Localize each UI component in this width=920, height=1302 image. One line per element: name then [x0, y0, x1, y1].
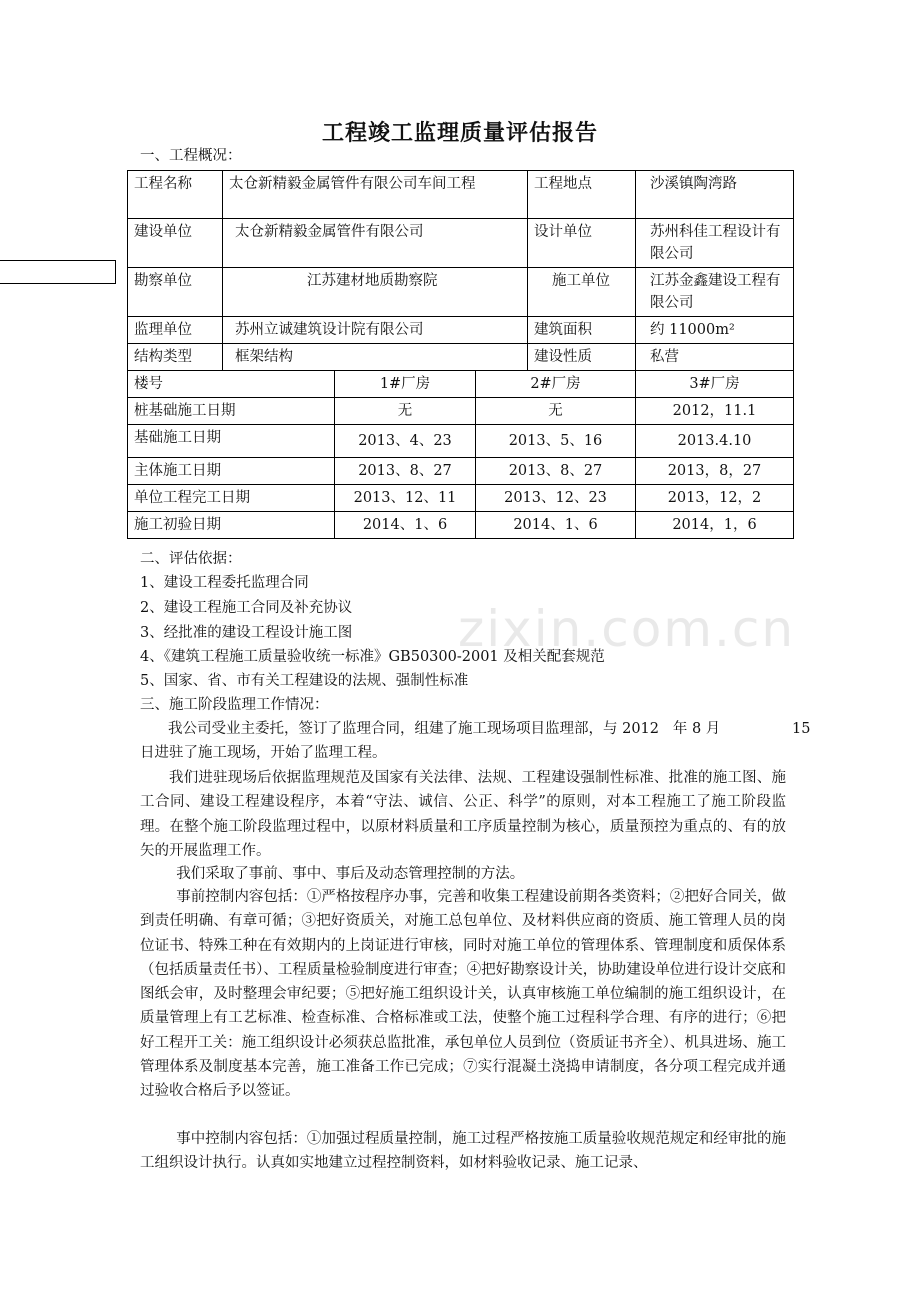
paragraph-5: 事中控制内容包括：①加强过程质量控制，施工过程严格按施工质量验收规范规定和经审批的施工组织设计执行。认真如实地建立过程控制资料，如材料验收记录、施工记录、	[140, 1131, 786, 1172]
basis-item-1: 1、建设工程委托监理合同	[140, 575, 309, 591]
value-project-name: 太仓新精毅金属管件有限公司车间工程	[223, 171, 528, 219]
row-label: 主体施工日期	[128, 458, 335, 485]
value-location: 沙溪镇陶湾路	[636, 171, 794, 219]
table-row	[128, 425, 794, 458]
basis-item-4: 4、《建筑工程施工质量验收统一标准》GB50300-2001 及相关配套规范	[140, 649, 605, 665]
table-row	[128, 485, 794, 512]
paragraph-1-line-2: 日进驻了施工现场，开始了监理工程。	[140, 745, 387, 761]
row-label: 施工初验日期	[128, 512, 335, 539]
header-building: 楼号	[128, 371, 335, 398]
cell-building-2: 2013、12、23	[476, 485, 636, 512]
cell-building-3: 2014，1，6	[636, 512, 794, 539]
section-1-heading: 一、工程概况：	[140, 148, 242, 164]
label-constructor: 施工单位	[528, 268, 636, 317]
cell-building-3: 2013.4.10	[636, 425, 794, 458]
label-location: 工程地点	[528, 171, 636, 219]
paragraph-1-day: 15	[792, 721, 811, 737]
cell-building-2: 无	[476, 398, 636, 425]
table-row	[128, 512, 794, 539]
label-designer: 设计单位	[528, 219, 636, 268]
label-project-name: 工程名称	[128, 171, 223, 219]
label-builder: 建设单位	[128, 219, 223, 268]
value-structure: 框架结构	[223, 344, 528, 371]
cell-building-2: 2013、5、16	[476, 425, 636, 458]
label-nature: 建设性质	[528, 344, 636, 371]
paragraph-3: 我们采取了事前、事中、事后及动态管理控制的方法。	[176, 866, 525, 882]
value-designer: 苏州科佳工程设计有限公司	[636, 219, 794, 268]
paragraph-4: 事前控制内容包括：①严格按程序办事，完善和收集工程建设前期各类资料；②把好合同关，做到责任明确、有章可循；③把好资质关，对施工总包单位、及材料供应商的资质、施工管理人员的岗位证书、特殊工种在有效期内的上岗证进行审核，同时对施工单位的管理体系、管理制度和质保体系（包括质量责任书）、工程质量检验制度进行审查；④把好勘察设计关，协助建设单位进行设计交底和图纸会审，及时整理会审纪要；⑤把好施工组织设计关，认真审核施工单位编制的施工组织设计，在质量管理上有工艺标准、检查标准、合格标准或工法，使整个施工过程科学合理、有序的进行；⑥把好工程开工关：施工组织设计必须获总监批准，承包单位人员到位（资质证书齐全）、机具进场、施工管理体系及制度基本完善，施工准备工作已完成；⑦实行混凝土浇捣申请制度，各分项工程完成并通过验收合格后予以签证。	[140, 889, 786, 1100]
cell-building-3: 2013，8，27	[636, 458, 794, 485]
cell-building-1: 2014、1、6	[335, 512, 476, 539]
report-title: 工程竣工监理质量评估报告	[321, 121, 598, 146]
header-building-3: 3#厂房	[636, 371, 794, 398]
label-supervisor: 监理单位	[128, 317, 223, 344]
value-nature: 私营	[636, 344, 794, 371]
basis-item-3: 3、经批准的建设工程设计施工图	[140, 625, 353, 641]
cell-building-2: 2013、8、27	[476, 458, 636, 485]
value-builder: 太仓新精毅金属管件有限公司	[223, 219, 528, 268]
cell-building-1: 2013、12、11	[335, 485, 476, 512]
header-building-1: 1#厂房	[335, 371, 476, 398]
section-2-heading: 二、评估依据：	[140, 551, 242, 567]
table-row	[128, 398, 794, 425]
row-label: 单位工程完工日期	[128, 485, 335, 512]
table-row	[128, 458, 794, 485]
value-area: 约 11000m²	[636, 317, 794, 344]
cell-building-1: 2013、8、27	[335, 458, 476, 485]
watermark: zixin.com.cn	[458, 600, 796, 658]
row-label: 基础施工日期	[128, 425, 335, 458]
paragraph-1-line-1: 我公司受业主委托，签订了监理合同，组建了施工现场项目监理部，与 2012 年 8 月	[168, 721, 721, 737]
side-margin-box	[0, 260, 116, 284]
cell-building-1: 2013、4、23	[335, 425, 476, 458]
cell-building-3: 2012，11.1	[636, 398, 794, 425]
basis-item-2: 2、建设工程施工合同及补充协议	[140, 600, 353, 616]
label-area: 建筑面积	[528, 317, 636, 344]
value-supervisor: 苏州立诚建筑设计院有限公司	[223, 317, 528, 344]
value-constructor: 江苏金鑫建设工程有限公司	[636, 268, 794, 317]
cell-building-3: 2013，12，2	[636, 485, 794, 512]
project-overview-table	[127, 170, 794, 539]
value-survey: 江苏建材地质勘察院	[223, 268, 528, 317]
label-survey: 勘察单位	[128, 268, 223, 317]
basis-item-5: 5、国家、省、市有关工程建设的法规、强制性标准	[140, 673, 469, 689]
cell-building-2: 2014、1、6	[476, 512, 636, 539]
row-label: 桩基础施工日期	[128, 398, 335, 425]
header-building-2: 2#厂房	[476, 371, 636, 398]
section-3-heading: 三、施工阶段监理工作情况：	[140, 697, 329, 713]
paragraph-2: 我们进驻现场后依据监理规范及国家有关法律、法规、工程建设强制性标准、批准的施工图、施工合同、建设工程建设程序，本着“守法、诚信、公正、科学”的原则，对本工程施工了施工阶段监理。在整个施工阶段监理过程中，以原材料质量和工序质量控制为核心，质量预控为重点的、有的放矢的开展监理工作。	[140, 770, 786, 859]
cell-building-1: 无	[335, 398, 476, 425]
label-structure: 结构类型	[128, 344, 223, 371]
